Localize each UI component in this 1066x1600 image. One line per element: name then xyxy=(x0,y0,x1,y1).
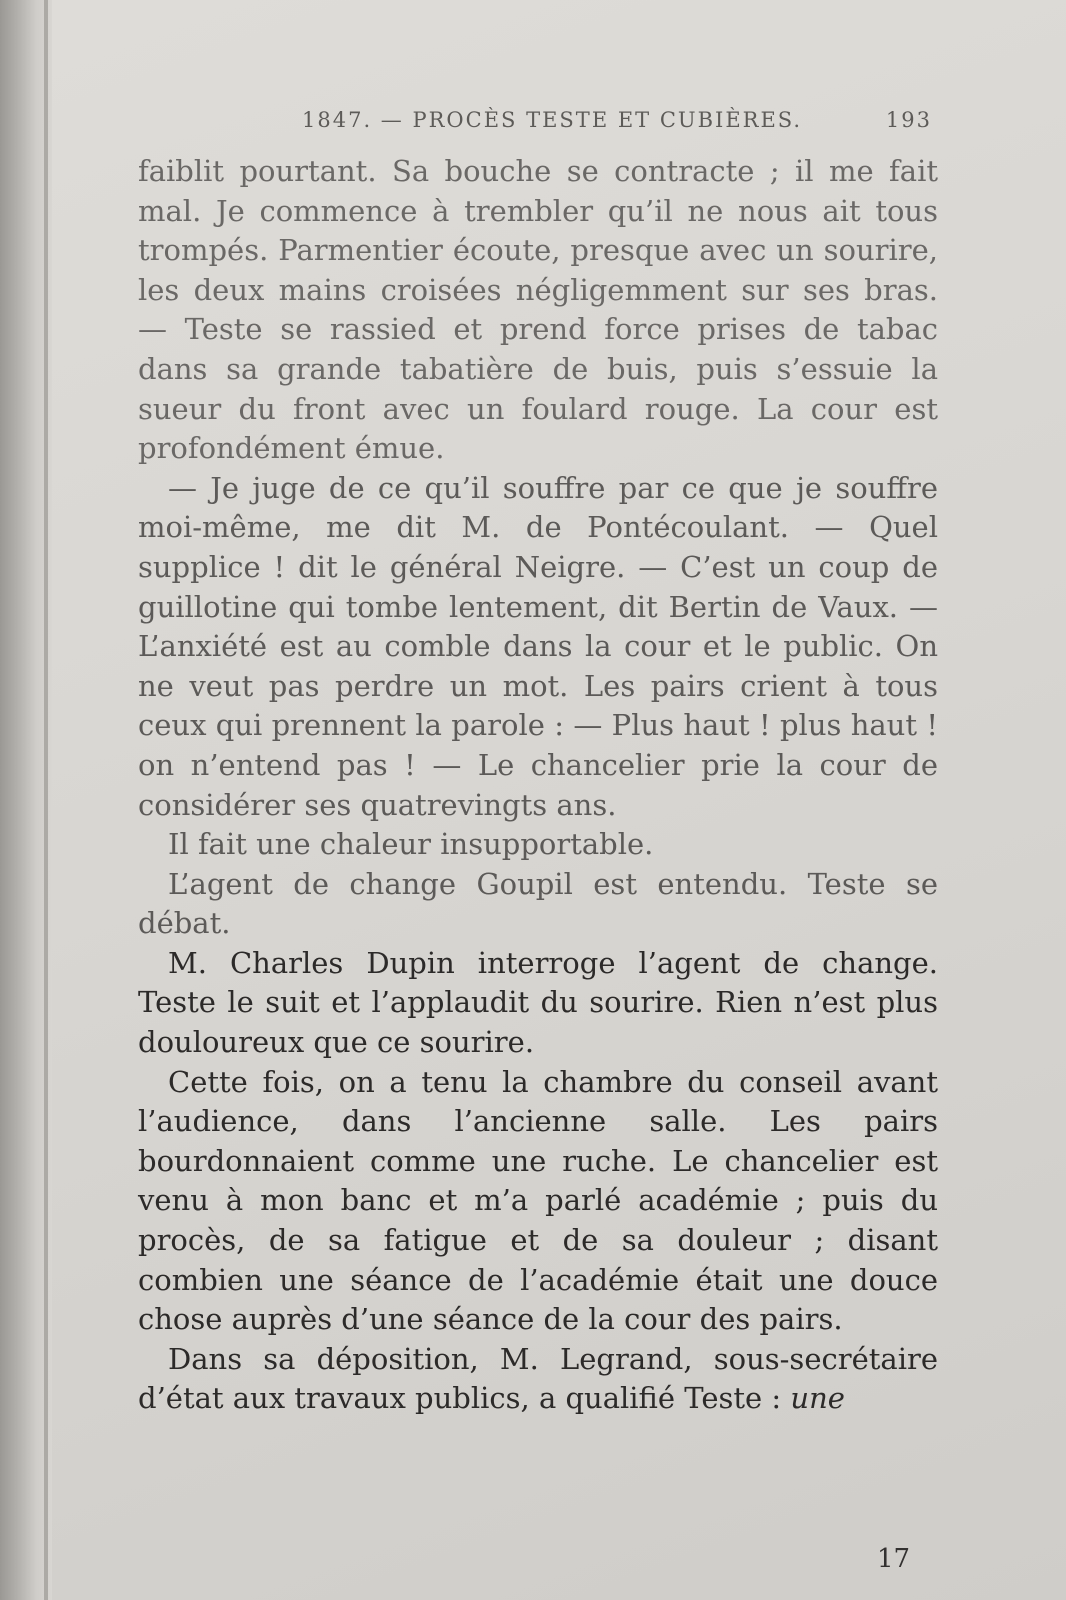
running-head-title: 1847. — PROCÈS TESTE ET CUBIÈRES. xyxy=(302,108,803,132)
body-text xyxy=(138,152,938,1419)
paragraph-7 xyxy=(138,1340,938,1419)
paragraph-4: L’agent de change Goupil est entendu. Teste se débat. xyxy=(138,866,938,941)
paragraph-6: Cette fois, on a tenu la chambre du conseil avant l’audience, dans l’ancienne salle. Les pairs bourdonnaient comme une ruche. Le chancelier est venu à mon banc et m’a parlé académie ; puis du procès, de sa fatigue et de sa douleur ; disant combien une séance de l’académie était une douce chose auprès d’une séance de la cour des pairs. xyxy=(138,1064,938,1337)
running-head xyxy=(302,108,932,144)
paragraph-2: — Je juge de ce qu’il souffre par ce que je souffre moi-même, me dit M. de Pontécoulant. — Quel supplice ! dit le général Neigre. — C’est un coup de guillotine qui tombe lentement, dit Bertin de Vaux. — L’anxiété est au comble dans la cour et le public. On ne veut pas perdre un mot. Les pairs crient à tous ceux qui prennent la parole : — Plus haut ! plus haut ! on n’entend pas ! — Le chancelier prie la cour de considérer ses quatrevingts ans. xyxy=(138,470,938,822)
paragraph-5: M. Charles Dupin interroge l’agent de change. Teste le suit et l’applaudit du sourire. Rien n’est plus douloureux que ce sourire. xyxy=(138,945,938,1060)
paragraph-7-italic: une xyxy=(790,1381,845,1416)
paragraph-7-text: Dans sa déposition, M. Legrand, sous-secrétaire d’état aux travaux publics, a qualifié Teste : xyxy=(138,1341,938,1416)
paragraph-1: faiblit pourtant. Sa bouche se contracte ; il me fait mal. Je commence à trembler qu’il ne nous ait tous trompés. Parmentier écoute, presque avec un sourire, les deux mains croisées négligemment sur ses bras. — Teste se rassied et prend force prises de tabac dans sa grande tabatière de buis, puis s’essuie la sueur du front avec un foulard rouge. La cour est profondément émue. xyxy=(138,154,938,466)
page-number: 193 xyxy=(885,108,932,132)
gutter-edge xyxy=(44,0,48,1600)
signature-mark: 17 xyxy=(877,1544,911,1574)
paragraph-3: Il fait une chaleur insupportable. xyxy=(168,827,654,862)
